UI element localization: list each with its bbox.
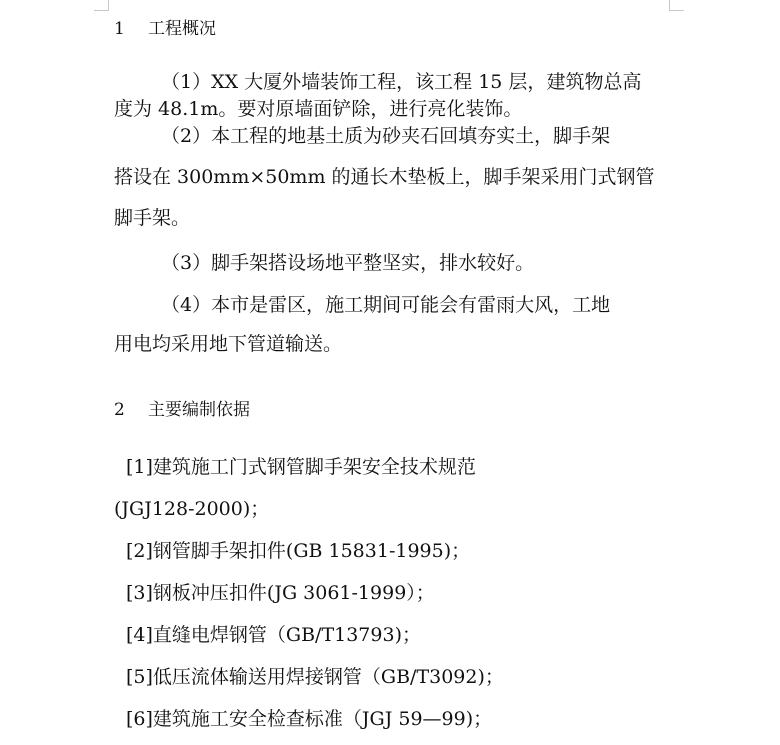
reference-1-line-2: (JGJ128-2000)；	[114, 498, 270, 520]
section-2-number: 2	[114, 400, 125, 420]
section-1-title: 工程概况	[148, 19, 216, 39]
crop-mark-right	[669, 0, 684, 11]
paragraph-1-line-2: 度为 48.1m。要对原墙面铲除，进行亮化装饰。	[114, 98, 523, 120]
paragraph-3-line-1: （3）脚手架搭设场地平整坚实，排水较好。	[161, 252, 535, 274]
paragraph-4-line-2: 用电均采用地下管道输送。	[114, 333, 343, 355]
crop-mark-left	[94, 0, 109, 11]
paragraph-2-line-3: 脚手架。	[114, 207, 191, 229]
section-1-number: 1	[114, 19, 125, 39]
paragraph-2-line-2: 搭设在 300mm×50mm 的通长木垫板上，脚手架采用门式钢管	[114, 166, 655, 188]
paragraph-4-line-1: （4）本市是雷区，施工期间可能会有雷雨大风，工地	[161, 294, 611, 316]
section-2-title: 主要编制依据	[148, 400, 250, 420]
paragraph-2-line-1: （2）本工程的地基土质为砂夹石回填夯实土，脚手架	[161, 125, 611, 147]
reference-6: [6]建筑施工安全检查标准（JGJ 59—99)；	[126, 708, 493, 730]
section-2-heading	[114, 398, 250, 422]
reference-5: [5]低压流体输送用焊接钢管（GB/T3092)；	[126, 666, 504, 688]
reference-2: [2]钢管脚手架扣件(GB 15831-1995)；	[126, 540, 471, 562]
paragraph-1-line-1: （1）XX 大厦外墙装饰工程，该工程 15 层，建筑物总高	[161, 71, 642, 93]
reference-1-line-1: [1]建筑施工门式钢管脚手架安全技术规范	[126, 456, 476, 478]
section-1-heading	[114, 17, 216, 41]
reference-3: [3]钢板冲压扣件(JG 3061-1999）；	[126, 582, 435, 604]
reference-4: [4]直缝电焊钢管（GB/T13793)；	[126, 624, 421, 646]
